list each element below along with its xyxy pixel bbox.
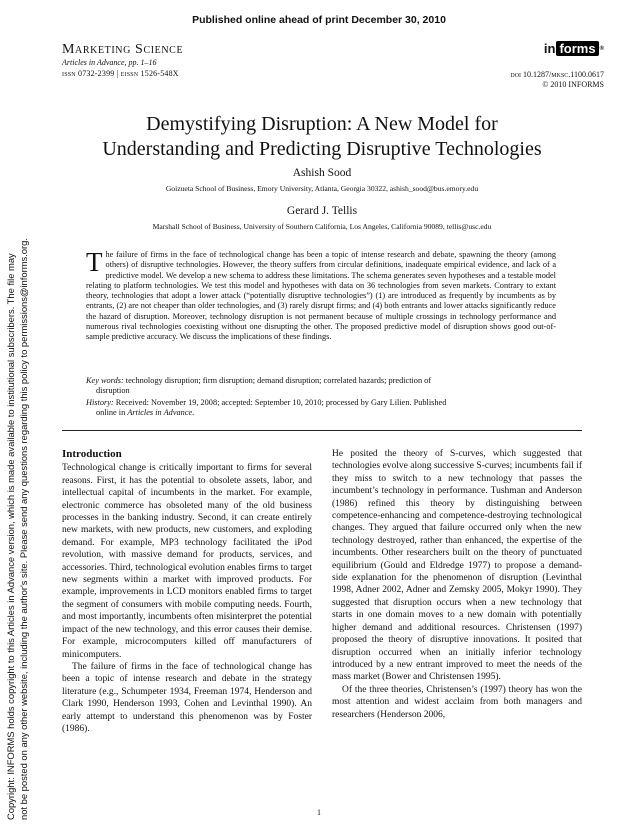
intro-paragraph-3: He posited the theory of S-curves, which suggested that technologies evolve along successive S-curves; incumbents fail if they miss to switch to a new technology that passes the incumbent’s technology in performance. Tushman and Anderson (1986) refined this theory by distinguishing between competence-enhancing and competence-destroying technological changes. They argued that failure occurred only when the new technology destroyed, rather than enhanced, the expertise of the incumbents. Other researchers built on the theory of punctuated equilibrium (Gould and Eldredge 1977) to propose a demand-side explanation for the phenomenon of disruption (Levinthal 1998, Adner 2002, Adner and Zemsky 2005, Mokyr 1990). They suggested that disruption occurs when a new technology that starts in one domain moves to a new domain with potentially higher demand and additional resources. Christensen (1997) proposed the theory of disruptive innovations. It posited that disruption occurred when an initially inferior technology introduced by a new entrant improved to meet the needs of the mass market (Bower and Christensen 1995). (332, 449, 582, 683)
author-name-1: Ashish Sood (292, 167, 352, 179)
journal-name: Marketing Science (62, 42, 184, 57)
title-line-2: Understanding and Predicting Disruptive Technologies (102, 138, 542, 160)
article-title (62, 112, 582, 162)
keywords-text-2: disruption (96, 386, 130, 396)
doi-block (510, 70, 604, 90)
right-column (332, 448, 582, 721)
doi-line: doi 10.1287/mksc.1100.0617 (510, 70, 604, 79)
informs-logo (544, 41, 604, 56)
left-column (62, 448, 312, 735)
history-text-1: Received: November 19, 2008; accepted: September 10, 2010; processed by Gary Lilien. Published (113, 398, 447, 407)
issn-line: issn 0732-2399 | eissn 1526-548X (62, 68, 179, 78)
logo-left-text: in (543, 41, 556, 56)
title-line-1: Demystifying Disruption: A New Model for (146, 113, 498, 135)
author-affiliation-2: Marshall School of Business, University of Southern California, Los Angeles, California 90089, tellis@usc.edu (152, 222, 492, 231)
history (86, 398, 556, 419)
publication-banner: Published online ahead of print December 30, 2010 (192, 14, 446, 26)
section-divider (62, 430, 582, 431)
copyright-notice-line-2: not be posted on any other website, including the author's site. Please send any questions regarding this policy to permissions@informs.org. (18, 238, 29, 820)
introduction-heading: Introduction (62, 448, 122, 460)
author-name-2: Gerard J. Tellis (286, 205, 358, 217)
abstract-text: he failure of firms in the face of technological change has been a topic of intense research and debate, spawning the theory (among others) of disruptive technologies. However, the theory suffers from circular definitions, inadequate empirical evidence, and lack of a predictive model. We develop a new schema to address these limitations. The schema generates seven hypotheses and a testable model relating to platform technologies. We test this model and hypotheses with data on 36 technologies from seven markets. Contrary to extant theory, technologies that adopt a lower attack (“potentially disruptive technologies”) (1) are introduced as frequently by incumbents as by entrants, (2) are not cheaper than older technologies, and (3) rarely disrupt firms; and (4) both entrants and lower attacks significantly reduce the hazard of disruption. Moreover, technology disruption is not permanent because of multiple crossings in technology performance and numerous rival technologies coexisting without one disrupting the other. The proposed predictive model of disruption shows good out-of-sample predictive accuracy. We discuss the implications of these findings. (86, 250, 556, 342)
keywords-text-1: technology disruption; firm disruption; demand disruption; correlated hazards; prediction of (123, 376, 432, 385)
articles-in-advance-line: Articles in Advance, pp. 1–16 (62, 58, 157, 67)
abstract (86, 247, 556, 343)
intro-paragraph-1: Technological change is critically important to firms for several reasons. First, it has the potential to obsolete assets, labor, and intellectual capital of incumbents in the market. For example, electronic commerce has obsoleted many of the old business processes in the banking industry. Second, it can create entirely new markets, with new products, new customers, and exploding demand. For example, MP3 technology facilitated the iPod revolution, with massive demand for products, services, and accessories. Third, technological evolution enables firms to target new segments within a market with improved products. For example, improvements in LCD monitors enabled firms to target the segment of consumers with mobile computing needs. Fourth, and most importantly, incumbents often misinterpret the potential impact of the new technology, and this error causes their demise. For example, microcomputers killed off manufacturers of minicomputers. (62, 463, 312, 660)
copyright-notice (4, 60, 30, 820)
abstract-dropcap: T (86, 247, 103, 277)
author-affiliation-1: Goizueta School of Business, Emory University, Atlanta, Georgia 30322, ashish_sood@bus.emory.edu (165, 184, 479, 193)
intro-paragraph-2: The failure of firms in the face of technological change has been a topic of intense research and debate in the strategy literature (e.g., Schumpeter 1934, Freeman 1974, Henderson and Clark 1990, Henderson 1993, Cohen and Levinthal 1990). An early attempt to understand this phenomenon was by Foster (1986). (62, 661, 312, 734)
logo-box-text: forms (556, 41, 598, 56)
history-text-italic: Articles in Advance (127, 408, 193, 418)
logo-registered-mark: ® (599, 45, 604, 52)
history-text-end: . (192, 408, 195, 418)
page-number: 1 (317, 808, 321, 817)
history-text-2: online in (96, 408, 128, 418)
history-label: History: (86, 398, 114, 407)
intro-paragraph-4: Of the three theories, Christensen’s (1997) theory has won the most attention and widest acclaim from both managers and researchers (Henderson 2006, (332, 684, 582, 720)
journal-info (62, 58, 179, 79)
copyright-notice-line-1: Copyright: INFORMS holds copyright to this Articles in Advance version, which is made available to institutional subscribers. The file may (5, 253, 16, 820)
copyright-line: © 2010 INFORMS (542, 80, 604, 89)
keywords (86, 376, 556, 397)
keywords-label: Key words: (86, 376, 124, 385)
